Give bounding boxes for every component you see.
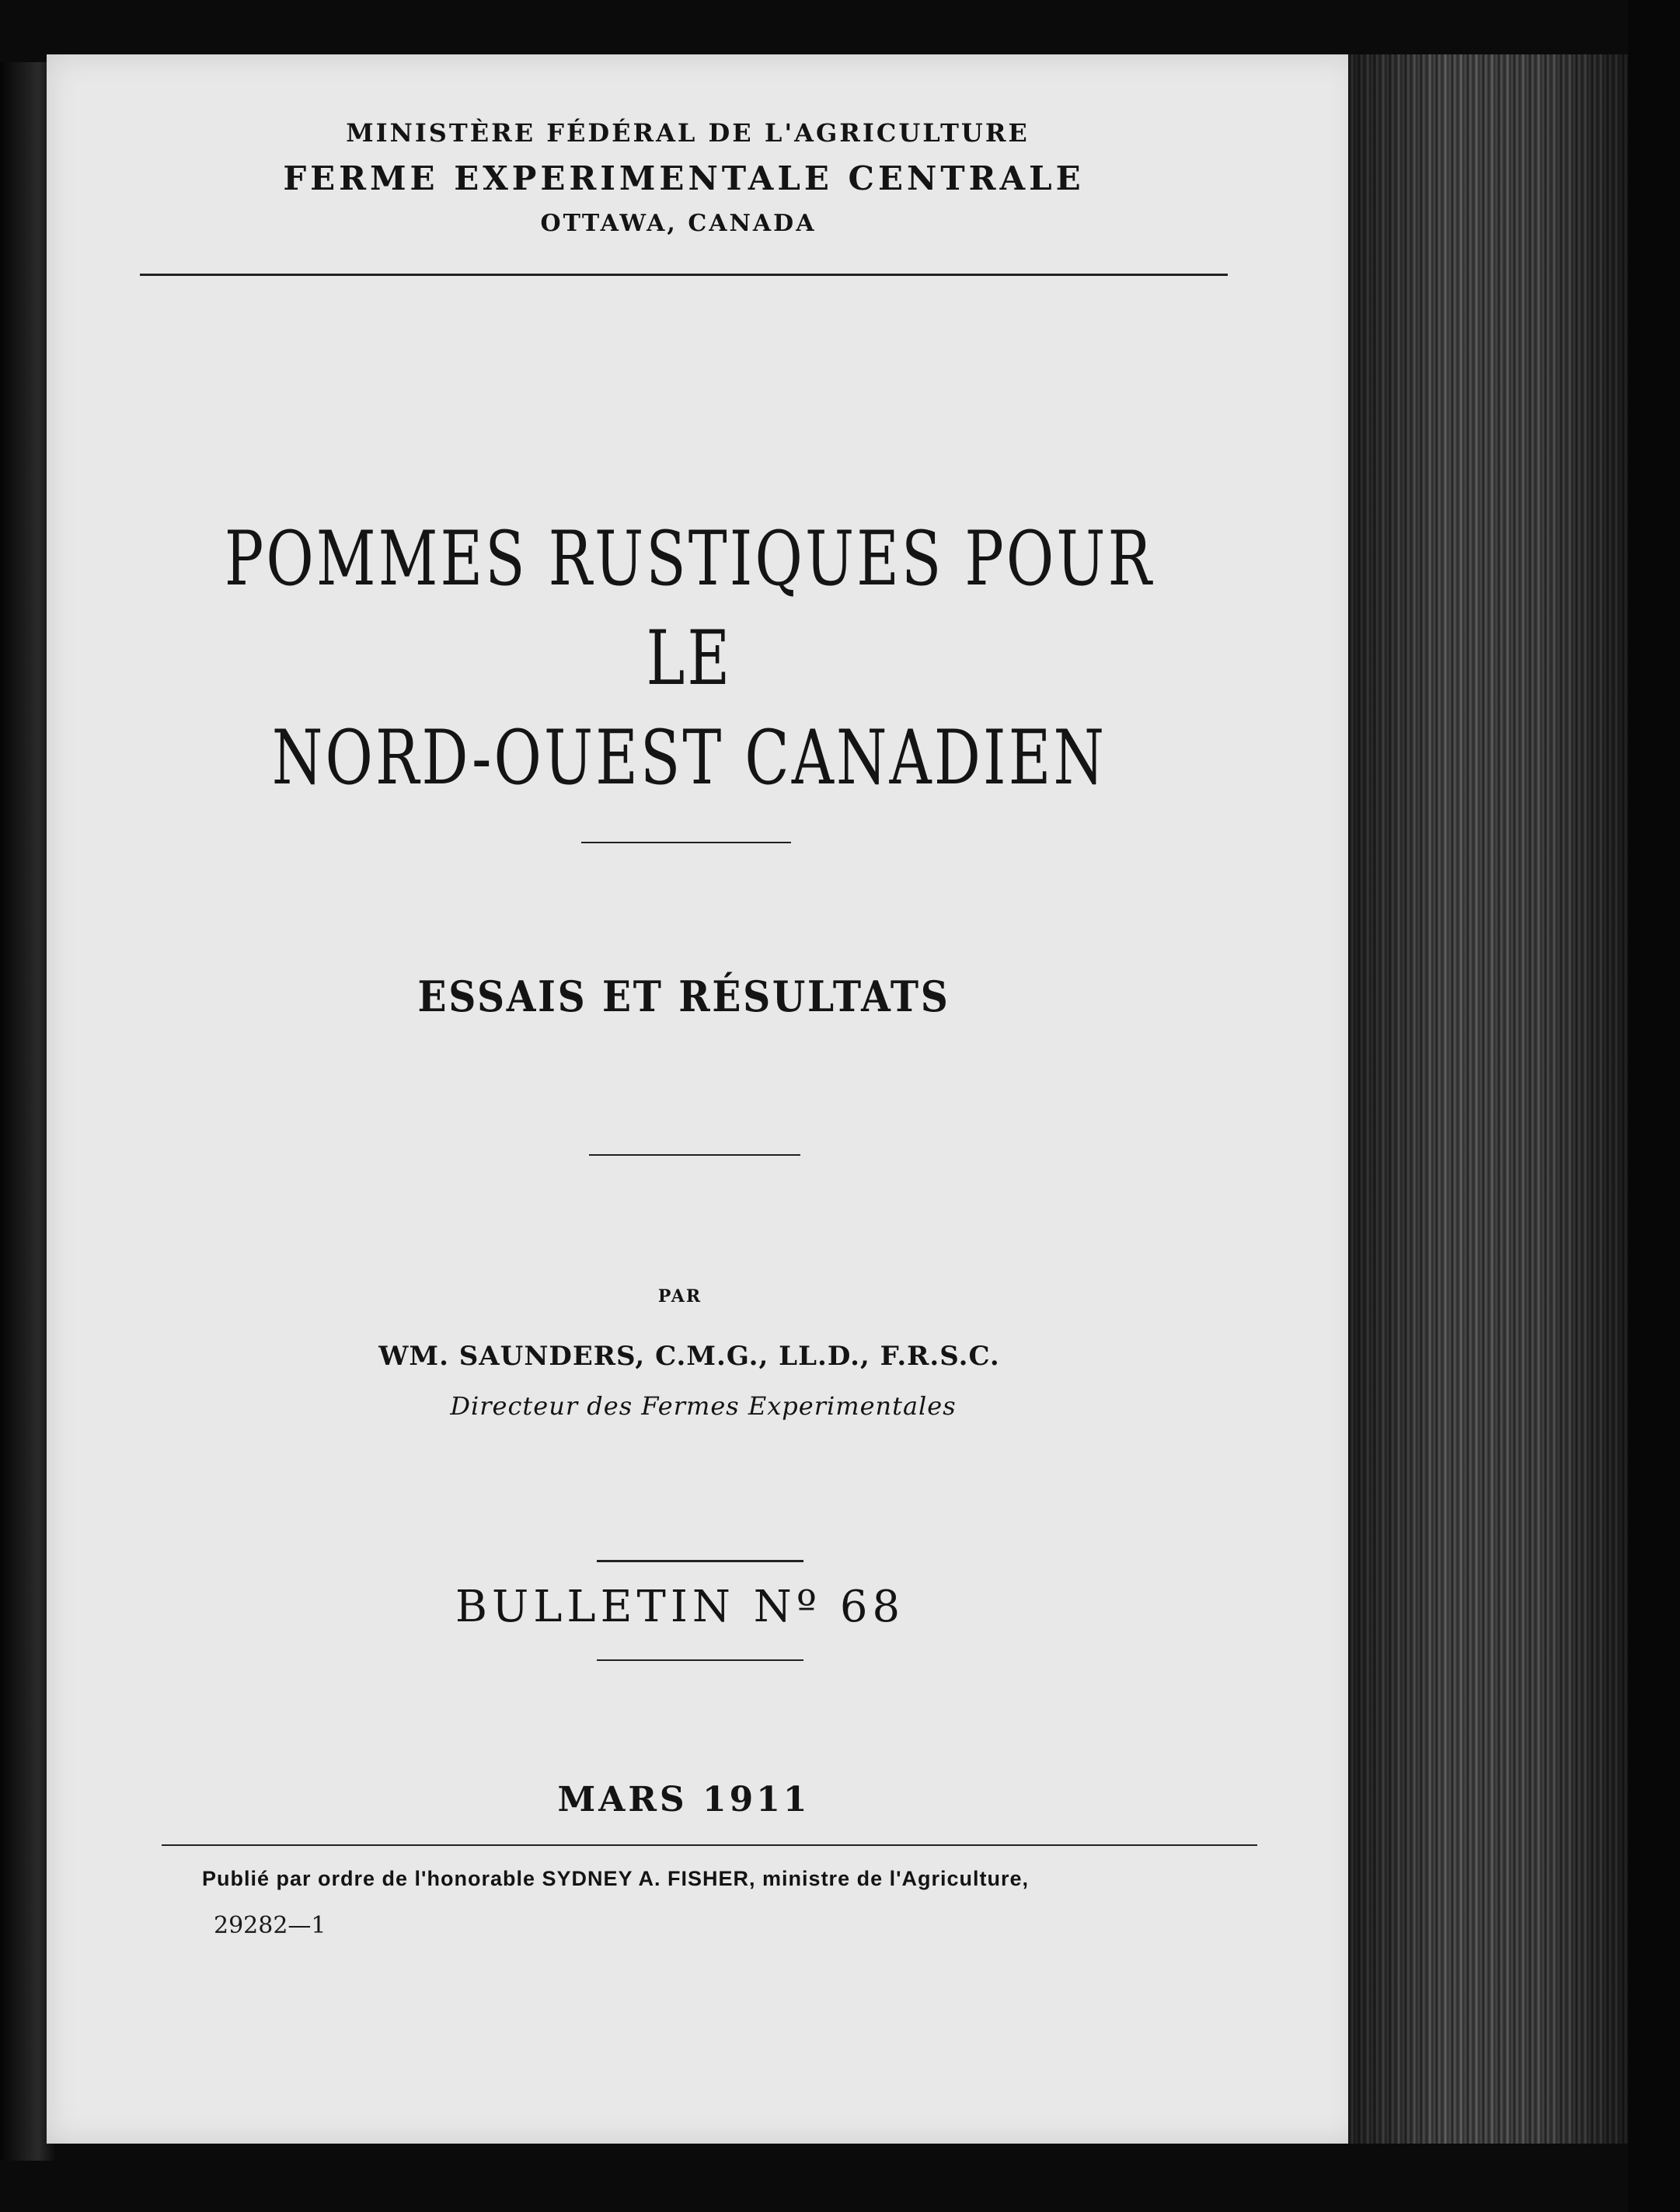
bulletin-number: BULLETIN Nº 68 (455, 1582, 905, 1632)
title-line-1: POMMES RUSTIQUES POUR LE (224, 515, 1155, 702)
subtitle: ESSAIS ET RÉSULTATS (417, 972, 950, 1021)
ministry-header: MINISTÈRE FÉDÉRAL DE L'AGRICULTURE (346, 118, 1030, 148)
scan-border-right (1628, 0, 1680, 2212)
header-divider (140, 274, 1228, 276)
print-code: 29282—1 (214, 1912, 326, 1939)
author-name: WM. SAUNDERS, C.M.G., LL.D., F.R.S.C. (378, 1341, 1000, 1372)
publication-date: MARS 1911 (557, 1780, 810, 1819)
document-title (177, 509, 1201, 808)
title-divider (581, 842, 791, 843)
bulletin-divider-top (597, 1560, 803, 1562)
farm-header: FERME EXPERIMENTALE CENTRALE (283, 159, 1085, 197)
page-edges-shadow (1348, 54, 1628, 2144)
byline-par: PAR (657, 1286, 702, 1307)
author-title: Directeur des Fermes Experimentales (450, 1391, 957, 1421)
publication-note: Publié par ordre de l'honorable SYDNEY A. FISHER, ministre de l'Agriculture, (202, 1867, 1030, 1890)
location-header: OTTAWA, CANADA (540, 210, 817, 237)
footer-divider (162, 1844, 1257, 1846)
subtitle-divider (589, 1154, 800, 1156)
title-line-2: NORD-OUEST CANADIEN (271, 714, 1107, 801)
bulletin-divider-bottom (597, 1659, 803, 1661)
title-page (47, 54, 1360, 2144)
